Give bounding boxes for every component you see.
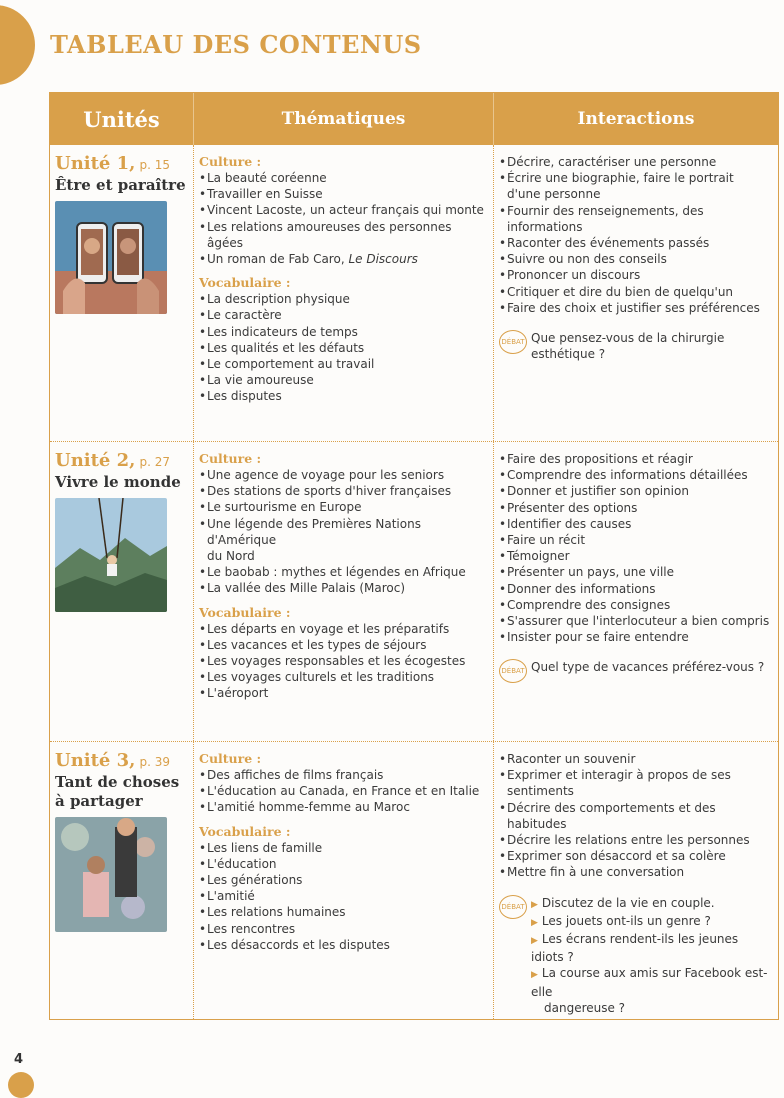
list-item (199, 251, 488, 267)
debat-question-text: La course aux amis sur Facebook est-elle (531, 966, 768, 999)
debat-question (531, 895, 773, 913)
list-item: • Vincent Lacoste, un acteur français qui monte (199, 202, 488, 218)
vocab-list (199, 840, 488, 953)
list-item: • Témoigner (499, 548, 773, 564)
list-item: • Les relations humaines (199, 904, 488, 920)
interactions-cell (494, 145, 778, 441)
novel-prefix: Un roman de Fab Caro, (207, 252, 349, 267)
arrow-icon: ▶ (531, 936, 538, 947)
list-item: • Faire des propositions et réagir (499, 451, 773, 467)
debat-badge-icon: DÉBAT (499, 895, 527, 919)
list-item: • Une légende des Premières Nations d'Amérique (199, 516, 488, 548)
table-row-unit-2 (50, 441, 778, 741)
list-item: • Exprimer son désaccord et sa colère (499, 848, 773, 864)
unit-2-photo (55, 498, 167, 612)
header-interactions: Interactions (577, 109, 695, 129)
list-item: • La beauté coréenne (199, 170, 488, 186)
debat-question-text: Discutez de la vie en couple. (541, 895, 715, 910)
debat-question (531, 965, 773, 999)
list-item: • Comprendre des consignes (499, 597, 773, 613)
culture-heading: Culture : (199, 751, 262, 766)
list-item: • Les liens de famille (199, 840, 488, 856)
list-item: • Les vacances et les types de séjours (199, 637, 488, 653)
vocab-heading: Vocabulaire : (199, 275, 291, 291)
list-item: • Des stations de sports d'hiver françaises (199, 483, 488, 499)
themes-cell (194, 742, 494, 1019)
unit-number: Unité 2, (55, 450, 136, 471)
list-item: • Une agence de voyage pour les seniors (199, 467, 488, 483)
list-item: • Mettre fin à une conversation (499, 864, 773, 880)
list-item: • Le surtourisme en Europe (199, 499, 488, 515)
list-item: • Décrire des comportements et des habitudes (499, 800, 773, 832)
list-item: • Le comportement au travail (199, 356, 488, 372)
list-item: • Identifier des causes (499, 516, 773, 532)
vocab-list (199, 291, 488, 404)
contents-table (49, 92, 779, 1020)
debat-question (531, 931, 773, 965)
themes-cell (194, 145, 494, 441)
culture-heading: Culture : (199, 451, 262, 466)
unit-page: p. 39 (139, 755, 170, 769)
list-item: • La vallée des Mille Palais (Maroc) (199, 580, 488, 596)
culture-list (199, 170, 488, 267)
list-item: • Travailler en Suisse (199, 186, 488, 202)
list-item: • Exprimer et interagir à propos de ses (499, 767, 773, 783)
vocab-heading: Vocabulaire : (199, 823, 291, 839)
list-item: • S'assurer que l'interlocuteur a bien compris (499, 613, 773, 629)
debat-block (499, 330, 773, 362)
list-item: • Critiquer et dire du bien de quelqu'un (499, 284, 773, 300)
debat-question-text: Les écrans rendent-ils les jeunes idiots ? (531, 932, 739, 965)
culture-list (199, 767, 488, 816)
culture-heading: Culture : (199, 154, 262, 169)
vocab-heading: Vocabulaire : (199, 604, 291, 620)
list-item: • Prononcer un discours (499, 267, 773, 283)
unit-cell (50, 742, 194, 1019)
list-item-continuation: sentiments (507, 784, 574, 799)
table-row-unit-3 (50, 741, 778, 1019)
list-item: • L'éducation (199, 856, 488, 872)
debat-question: esthétique ? (531, 347, 606, 362)
table-row-unit-1 (50, 145, 778, 441)
themes-cell (194, 442, 494, 741)
list-item: • Les rencontres (199, 921, 488, 937)
unit-cell (50, 145, 194, 441)
list-item: • Les générations (199, 872, 488, 888)
debat-block (499, 659, 773, 683)
unit-page: p. 27 (139, 455, 170, 469)
vocab-list (199, 621, 488, 702)
debat-questions (531, 330, 724, 362)
culture-list (199, 467, 488, 597)
list-item: • L'éducation au Canada, en France et en Italie (199, 783, 488, 799)
corner-decoration (0, 5, 35, 85)
header-units: Unités (50, 93, 194, 145)
table-header (50, 93, 778, 145)
list-item: • Fournir des renseignements, des informations (499, 203, 773, 235)
list-item: • La vie amoureuse (199, 372, 488, 388)
unit-number: Unité 1, (55, 153, 136, 174)
list-item: • Les disputes (199, 388, 488, 404)
interactions-list (499, 154, 773, 316)
list-item: • Raconter un souvenir (499, 751, 773, 767)
debat-block (499, 895, 773, 1016)
list-item: • Faire des choix et justifier ses préférences (499, 300, 773, 316)
debat-question: Quel type de vacances préférez-vous ? (531, 660, 765, 675)
list-item-continuation: d'une personne (507, 187, 601, 202)
debat-questions (531, 895, 773, 1016)
list-item-continuation: du Nord (207, 549, 255, 564)
list-item: • Donner des informations (499, 581, 773, 597)
interactions-list (499, 751, 773, 881)
list-item: • Des affiches de films français (199, 767, 488, 783)
page-number-decoration (8, 1072, 34, 1098)
unit-number: Unité 3, (55, 750, 136, 771)
list-item: • La description physique (199, 291, 488, 307)
list-item: • Suivre ou non des conseils (499, 251, 773, 267)
unit-3-photo (55, 817, 167, 932)
interactions-cell (494, 742, 778, 1019)
arrow-icon: ▶ (531, 970, 538, 981)
list-item: • Les voyages culturels et les traditions (199, 669, 488, 685)
debat-badge-icon: DÉBAT (499, 659, 527, 683)
list-item: • Insister pour se faire entendre (499, 629, 773, 645)
debat-question-continuation: dangereuse ? (544, 1000, 626, 1015)
debat-badge-icon: DÉBAT (499, 330, 527, 354)
list-item: • Écrire une biographie, faire le portrait (499, 170, 773, 186)
unit-title: Vivre le monde (55, 473, 181, 491)
unit-1-photo (55, 201, 167, 314)
list-item: • L'aéroport (199, 685, 488, 701)
list-item: • Les départs en voyage et les préparatifs (199, 621, 488, 637)
unit-page: p. 15 (139, 158, 170, 172)
debat-questions (531, 659, 764, 675)
page-number: 4 (14, 1052, 24, 1067)
header-themes: Thématiques (194, 93, 494, 145)
list-item: • Les indicateurs de temps (199, 324, 488, 340)
list-item: • Comprendre des informations détaillées (499, 467, 773, 483)
list-item: • Les désaccords et les disputes (199, 937, 488, 953)
list-item: • Présenter un pays, une ville (499, 564, 773, 580)
list-item: • Décrire, caractériser une personne (499, 154, 773, 170)
list-item: • Faire un récit (499, 532, 773, 548)
arrow-icon: ▶ (531, 899, 538, 910)
interactions-list (499, 451, 773, 645)
list-item: • Donner et justifier son opinion (499, 483, 773, 499)
list-item: • Les relations amoureuses des personnes âgées (199, 219, 488, 251)
unit-cell (50, 442, 194, 741)
list-item: • Les qualités et les défauts (199, 340, 488, 356)
list-item: • L'amitié homme-femme au Maroc (199, 799, 488, 815)
unit-title: Être et paraître (55, 176, 186, 194)
list-item: • Le caractère (199, 307, 488, 323)
debat-question-text: Les jouets ont-ils un genre ? (541, 913, 711, 928)
unit-title: Tant de choses à partager (55, 773, 180, 810)
debat-question: Que pensez-vous de la chirurgie (531, 331, 725, 346)
list-item: • L'amitié (199, 888, 488, 904)
arrow-icon: ▶ (531, 917, 538, 928)
page-title: TABLEAU DES CONTENUS (50, 30, 422, 59)
debat-question (531, 913, 773, 931)
list-item: • Décrire les relations entre les personnes (499, 832, 773, 848)
list-item: • Le baobab : mythes et légendes en Afrique (199, 564, 488, 580)
list-item: • Présenter des options (499, 500, 773, 516)
novel-title: Le Discours (348, 252, 418, 267)
interactions-cell (494, 442, 778, 741)
list-item: • Les voyages responsables et les écogestes (199, 653, 488, 669)
list-item: • Raconter des événements passés (499, 235, 773, 251)
